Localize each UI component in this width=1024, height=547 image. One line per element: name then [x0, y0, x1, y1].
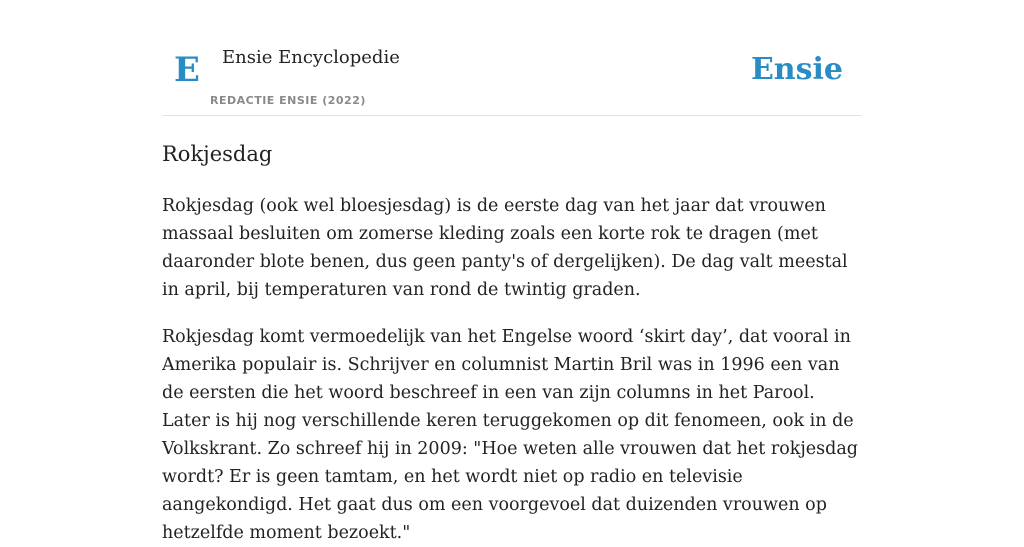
article-paragraph: Rokjesdag (ook wel bloesjesdag) is de eerste dag van het jaar dat vrouwen massaal besluiten om zomerse kleding zoals een korte rok te dragen (met daaronder blote benen, dus geen panty's of dergelijken). De dag valt meestal in april, bij temperaturen van rond de twintig graden.: [162, 196, 848, 300]
source-credit: REDACTIE ENSIE (2022): [210, 94, 366, 107]
page-header: [162, 0, 862, 116]
article-paragraph: Rokjesdag komt vermoedelijk van het Engelse woord ‘skirt day’, dat vooral in Amerika populair is. Schrijver en columnist Martin Bril was in 1996 een van de eersten die het woord beschreef in een van zijn columns in het Parool. Later is hij nog verschillende keren teruggekomen op dit fenomeen, ook in de Volkskrant. Zo schreef hij in 2009: "Hoe weten alle vrouwen dat het rokjesdag wordt? Er is geen tamtam, en het wordt niet op radio en televisie aangekondigd. Het gaat dus om een voorgevoel dat duizenden vrouwen op hetzelfde moment bezoekt.": [162, 327, 858, 543]
ensie-logo-icon[interactable]: E: [174, 50, 200, 90]
source-title[interactable]: Ensie Encyclopedie: [222, 47, 400, 68]
brand-logo[interactable]: Ensie: [750, 52, 843, 87]
article-title: Rokjesdag: [162, 142, 273, 166]
article: [162, 138, 862, 547]
